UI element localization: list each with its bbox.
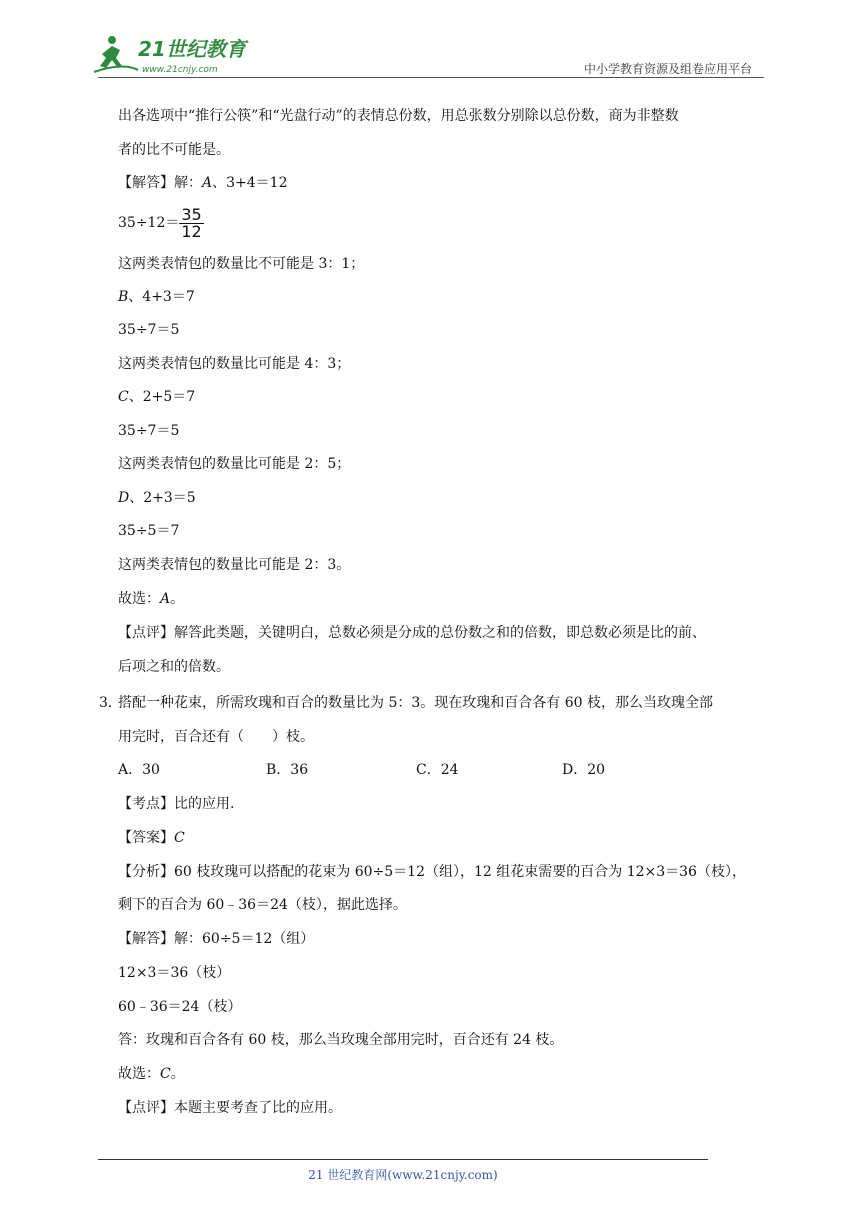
equation-line: 12×3＝36（枝） [118,965,231,981]
choice-line [118,589,184,609]
comment-line: 【点评】本题主要考查了比的应用。 [118,1100,342,1116]
analysis-line: 剩下的百合为 60﹣36＝24（枝），据此选择。 [118,897,407,913]
logo-url: www.21cnjy.com [142,65,218,75]
text-line: 这两类表情包的数量比可能是 2：3。 [118,557,351,573]
text-line: 出各选项中“推行公筷”和“光盘行动”的表情总份数，用总张数分别除以总份数，商为非整数 [118,108,679,124]
punctuation: 。 [170,1066,185,1082]
answer-sentence: 答：玫瑰和百合各有 60 枝，那么当玫瑰全部用完时，百合还有 24 枝。 [118,1032,564,1048]
question-text: 搭配一种花束，所需玫瑰和百合的数量比为 5：3。现在玫瑰和百合各有 60 枝，那么当玫瑰全部 [118,695,713,711]
text-line: 这两类表情包的数量比不可能是 3：1； [118,256,365,272]
comment-line: 后项之和的倍数。 [118,659,230,675]
option-letter: B [118,289,129,305]
option-letter: A [160,591,171,607]
equation: 、3+4＝12 [212,175,288,191]
choice-label: 故选： [118,591,160,607]
footer-link[interactable]: 21 世纪教育网(www.21cnjy.com) [308,1168,498,1182]
option-letter: C [160,1066,171,1082]
solution-line: 【解答】解：60÷5＝12（组） [118,931,315,947]
fraction-denominator: 12 [181,221,202,241]
choice-line [118,1064,185,1084]
equation: 、2+3＝5 [129,490,196,506]
choice-label: 故选： [118,1066,160,1082]
footer-divider [98,1159,708,1160]
option-letter: C [118,389,129,405]
question-number: 3． [99,695,122,711]
fraction [179,204,203,241]
equation-line [118,488,196,508]
answer-letter: C [174,830,185,846]
equation-line: 35÷7＝5 [118,423,180,439]
logo-text: 21世纪教育 [138,37,246,61]
text-line: 者的比不可能是。 [118,142,230,158]
option-c: C．24 [416,762,459,778]
text-line: 这两类表情包的数量比可能是 2：5； [118,456,351,472]
equation: 、2+5＝7 [128,389,196,405]
equation: 35÷12＝ [118,215,180,231]
equation-line: 35÷5＝7 [118,523,180,539]
option-letter: D [118,490,130,506]
solution-line [118,173,287,193]
equation-line [118,287,195,307]
logo-21cnjy [92,32,262,78]
runner-icon [94,36,138,72]
analysis-line: 【分析】60 枝玫瑰可以搭配的花束为 60÷5＝12（组），12 组花束需要的百合为 12×3＝36（枝）， [118,864,746,880]
text-line: 这两类表情包的数量比可能是 4：3； [118,356,351,372]
answer-line [118,828,185,848]
option-a: A．30 [118,762,160,778]
site-name: 中小学教育资源及组卷应用平台 [583,62,752,76]
answer-tag: 【答案】 [118,830,174,846]
equation: 、4+3＝7 [128,289,195,305]
punctuation: 。 [170,591,185,607]
option-d: D．20 [562,762,606,778]
fraction-numerator: 35 [181,204,202,224]
option-b: B．36 [266,762,309,778]
fraction-line [118,206,204,240]
kaodian-line: 【考点】比的应用. [118,796,235,812]
option-letter: A [202,175,213,191]
page-header [0,0,860,80]
solution-tag: 【解答】解： [118,175,202,191]
equation-line: 35÷7＝5 [118,322,180,338]
equation-line [118,387,195,407]
comment-line: 【点评】解答此类题，关键明白，总数必须是分成的总份数之和的倍数，即总数必须是比的前、 [118,625,706,641]
header-divider [98,77,764,78]
equation-line: 60﹣36＝24（枝） [118,999,242,1015]
question-text: 用完时，百合还有（ ）枝。 [118,729,314,745]
